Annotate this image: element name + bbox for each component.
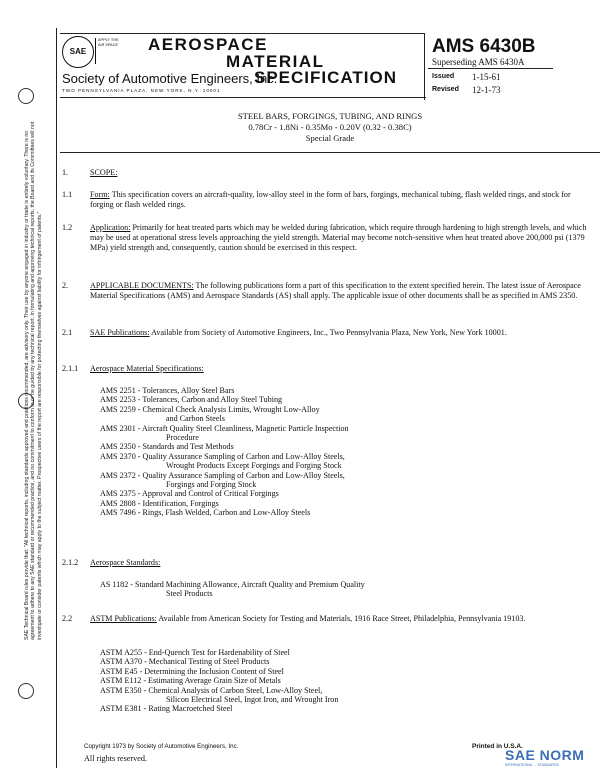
section-title: SCOPE: bbox=[90, 168, 118, 177]
punch-hole bbox=[18, 88, 34, 104]
ams-reference-list bbox=[100, 386, 570, 517]
reference-list-item: Forgings and Forging Stock bbox=[166, 479, 257, 489]
section-number: 2.1.2 bbox=[62, 558, 79, 567]
header-rule-top bbox=[60, 33, 425, 34]
copyright: Copyright 1973 by Society of Automotive Engineers, Inc. bbox=[84, 743, 239, 750]
astm-reference-list bbox=[100, 648, 570, 714]
reference-list-item: ASTM A255 - End-Quench Test for Hardenability of Steel bbox=[100, 648, 290, 657]
reference-list-item: Silicon Electrical Steel, Ingot Iron, and Wrought Iron bbox=[166, 694, 339, 704]
title-line-3: Special Grade bbox=[305, 133, 355, 143]
reference-list-item: ASTM E112 - Estimating Average Grain Size of Metals bbox=[100, 676, 281, 686]
doc-number: AMS 6430B bbox=[432, 36, 536, 57]
reference-list-item: AMS 2253 - Tolerances, Carbon and Alloy Steel Tubing bbox=[100, 395, 283, 405]
reference-list-item: AS 1182 - Standard Machining Allowance, Aircraft Quality and Premium Quality bbox=[100, 580, 365, 589]
reference-list-item: and Carbon Steels bbox=[166, 414, 225, 424]
watermark-subtext: INTERNATIONAL ... STANDARDS bbox=[505, 763, 559, 767]
section-number: 2.2 bbox=[62, 614, 73, 623]
printed-in: Printed in U.S.A. bbox=[472, 743, 523, 750]
reference-list-item: AMS 2375 - Approval and Control of Critical Forgings bbox=[100, 489, 279, 499]
issued-value: 1-15-61 bbox=[472, 72, 501, 82]
reference-list-item: AMS 2370 - Quality Assurance Sampling of Carbon and Low-Alloy Steels, bbox=[100, 451, 345, 461]
section-number: 2. bbox=[62, 281, 69, 290]
header-address: TWO PENNSYLVANIA PLAZA, NEW YORK, N.Y. 10001 bbox=[62, 88, 221, 93]
watermark-logo: SAE NORM bbox=[505, 747, 585, 763]
as-reference-list bbox=[100, 580, 570, 599]
section-title: Aerospace Standards: bbox=[90, 558, 161, 567]
reference-list-item: AMS 2372 - Quality Assurance Sampling of Carbon and Low-Alloy Steels, bbox=[100, 470, 345, 480]
section-number: 1. bbox=[62, 168, 69, 177]
reference-list-item: AMS 2301 - Aircraft Quality Steel Cleanliness, Magnetic Particle Inspection bbox=[100, 423, 349, 433]
section-number: 2.1.1 bbox=[62, 364, 79, 373]
reference-list-item: Procedure bbox=[166, 432, 199, 442]
issued-label: Issued bbox=[432, 73, 455, 80]
reference-list-item: ASTM A370 - Mechanical Testing of Steel Products bbox=[100, 657, 270, 667]
section-number: 1.2 bbox=[62, 223, 73, 232]
reference-list-item: ASTM E381 - Rating Macroetched Steel bbox=[100, 704, 233, 714]
reference-list-item: ASTM E350 - Chemical Analysis of Carbon Steel, Low-Alloy Steel, bbox=[100, 685, 323, 695]
reference-list-item: AMS 2808 - Identification, Forgings bbox=[100, 498, 219, 508]
section-paragraph: Form: This specification covers an aircraft-quality, low-alloy steel in the form of bars, forgings, mechanical tubing, flash welded rings, and stock for forging or flash welded rings. bbox=[90, 190, 571, 209]
rights-reserved: All rights reserved. bbox=[84, 754, 147, 763]
section-paragraph: ASTM Publications: Available from American Society for Testing and Materials, 1916 Race Street, Philadelphia, Pennsylvania 19103. bbox=[90, 614, 526, 623]
reference-list-item: Steel Products bbox=[166, 589, 213, 599]
header-right-rule bbox=[428, 68, 553, 69]
section-paragraph: Application: Primarily for heat treated parts which may be welded during fabrication, which require through hardening to high strength levels, and which may be used at operational stress levels approaching the yield strength. Material may become notch-sensitive when heat treated above 200,000 psi (1379 MPa) yield strength and, consequently, caution should be exercised in this respect. bbox=[90, 223, 587, 252]
reference-list-item: AMS 7496 - Rings, Flash Welded, Carbon and Low-Alloy Steels bbox=[100, 508, 311, 518]
section-paragraph: APPLICABLE DOCUMENTS: The following publications form a part of this specification to the extent specified herein. The latest issue of Aerospace Material Specifications (AMS) and Aerospace Standards (AS) shall apply. The applicable issue of other documents shall be as specified in AMS 2350. bbox=[90, 281, 581, 300]
title-line-1: STEEL BARS, FORGINGS, TUBING, AND RINGS bbox=[237, 111, 423, 121]
header-org: Society of Automotive Engineers, Inc. bbox=[62, 71, 278, 86]
reference-list-item: AMS 2350 - Standards and Test Methods bbox=[100, 442, 234, 452]
legal-sidenote: SAE Technical Board rules provide that: "All technical reports, including standards approved and practices recommended, are advisory only. Their use by anyone engaged in industry or trade is entirely voluntary. There is no agreement to adhere to any SAE standard or recommended practice, and no commitment to conform to or be guided by any technical report. In formulating and approving technical reports, the Board and its Committees will not investigate or consider patents which may apply to the subject matter. Prospective users of the report are responsible for protecting themselves against liability for infringement of patents." bbox=[24, 121, 43, 640]
spec-title bbox=[60, 111, 600, 144]
revised-label: Revised bbox=[432, 86, 459, 93]
header-rule-bottom bbox=[60, 97, 426, 98]
header-title-material: MATERIAL bbox=[226, 52, 325, 71]
supersedes: Superseding AMS 6430A bbox=[432, 57, 525, 67]
section-title: Aerospace Material Specifications: bbox=[90, 364, 204, 373]
section-paragraph: SAE Publications: Available from Society of Automotive Engineers, Inc., Two Pennsylvania Plaza, New York, New York 10001. bbox=[90, 328, 507, 337]
sae-logo: SAE bbox=[62, 36, 94, 68]
header-title-specification: SPECIFICATION bbox=[254, 68, 398, 87]
header-divider bbox=[424, 33, 425, 100]
logo-side-text: APPLY THE AIR SPACE bbox=[95, 38, 122, 64]
reference-list-item: Wrought Products Except Forgings and Forging Stock bbox=[166, 461, 342, 471]
title-line-2: 0.78Cr - 1.8Ni - 0.35Mo - 0.20V (0.32 - 0.38C) bbox=[248, 122, 412, 132]
reference-list-item: ASTM E45 - Determining the Inclusion Content of Steel bbox=[100, 666, 284, 676]
reference-list-item: AMS 2259 - Chemical Check Analysis Limits, Wrought Low-Alloy bbox=[100, 404, 320, 414]
section-number: 2.1 bbox=[62, 328, 73, 337]
section-number: 1.1 bbox=[62, 190, 73, 199]
punch-hole bbox=[18, 683, 34, 699]
revised-value: 12-1-73 bbox=[472, 85, 501, 95]
header-title-aerospace: AEROSPACE bbox=[148, 35, 268, 54]
title-rule bbox=[60, 152, 600, 153]
reference-list-item: AMS 2251 - Tolerances, Alloy Steel Bars bbox=[100, 386, 235, 395]
